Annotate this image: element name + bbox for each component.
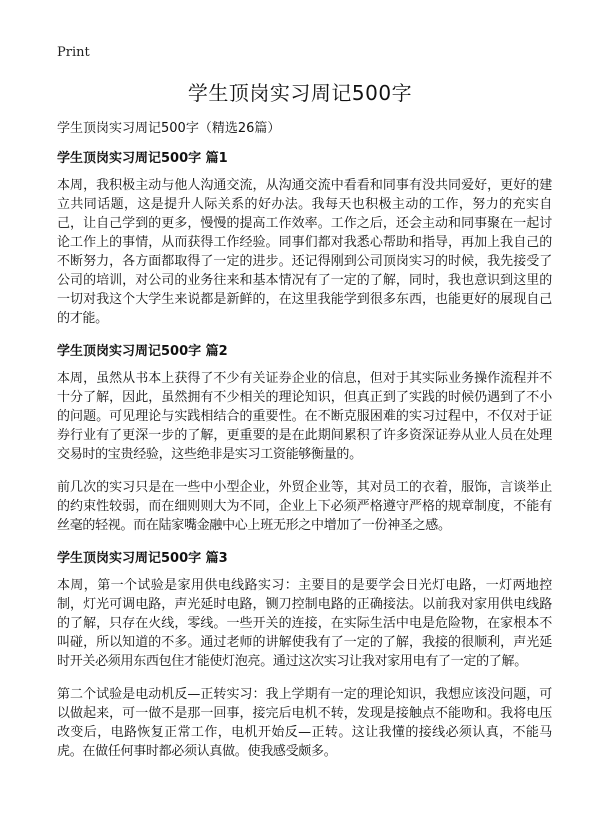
section-paragraph: 本周，我积极主动与他人沟通交流，从沟通交流中看看和同事有没共同爱好，更好的建立共同话题，这是提升人际关系的好办法。我每天也积极主动的工作，努力的充实自己，让自己学到的更多，慢慢的提高工作效率。工作之后，还会主动和同事聚在一起讨论工作上的事情，从而获得工作经验。同事们都对我悉心帮助和指导，再加上我自己的不断努力，各方面都取得了一定的进步。还记得刚到公司顶岗实习的时候，我先接受了公司的培训，对公司的业务往来和基本情况有了一定的了解，同时，我也意识到这里的一切对我这个大学生来说都是新鲜的，在这里我能学到很多东西，也能更好的展现自己的才能。	[57, 178, 552, 326]
section-heading: 学生顶岗实习周记500字 篇2	[57, 344, 228, 359]
section-3	[57, 549, 552, 761]
section-heading: 学生顶岗实习周记500字 篇1	[57, 151, 228, 166]
section-heading: 学生顶岗实习周记500字 篇3	[57, 551, 228, 566]
section-paragraph: 本周，虽然从书本上获得了不少有关证券企业的信息，但对于其实际业务操作流程并不十分了解，因此，虽然拥有不少相关的理论知识，但真正到了实践的时候仍遇到了不小的问题。可见理论与实践相结合的重要性。在不断克服困难的实习过程中，不仅对于证券行业有了更深一步的了解，更重要的是在此期间累积了许多资深证券从业人员在处理交易时的宝贵经验，这些绝非是实习工资能够衡量的。	[57, 371, 552, 462]
section-paragraph: 本周，第一个试验是家用供电线路实习：主要目的是要学会日光灯电路，一灯两地控制，灯光可调电路，声光延时电路，铡刀控制电路的正确接法。以前我对家用供电线路的了解，只存在火线，零线。一些开关的连接，在实际生活中电是危险物，在家根本不叫碰，所以知道的不多。通过老师的讲解使我有了一定的了解，我接的很顺利，声光延时开关必须用东西包住才能使灯泡亮。通过这次实习让我对家用电有了一定的了解。	[57, 578, 552, 669]
page-title: 学生顶岗实习周记500字	[187, 81, 413, 105]
section-1	[57, 149, 552, 328]
section-2	[57, 342, 552, 535]
section-paragraph: 前几次的实习只是在一些中小型企业，外贸企业等，其对员工的衣着，服饰，言谈举止的约束性较弱，而在细则则大为不同，企业上下必须严格遵守严格的规章制度，不能有丝毫的轻视。而在陆家嘴金融中心上班无形之中增加了一份神圣之感。	[57, 480, 552, 533]
print-link[interactable]: Print	[57, 45, 90, 60]
document-body	[57, 119, 552, 775]
document-subtitle: 学生顶岗实习周记500字（精选26篇）	[57, 121, 281, 136]
section-paragraph: 第二个试验是电动机反—正转实习：我上学期有一定的理论知识，我想应该没问题，可以做起来，可一做不是那一回事，接完后电机不转，发现是接触点不能吻和。我将电压改变后，电路恢复正常工作，电机开始反—正转。这让我懂的接线必须认真，不能马虎。在做任何事时都必须认真做。使我感受颇多。	[57, 687, 552, 759]
